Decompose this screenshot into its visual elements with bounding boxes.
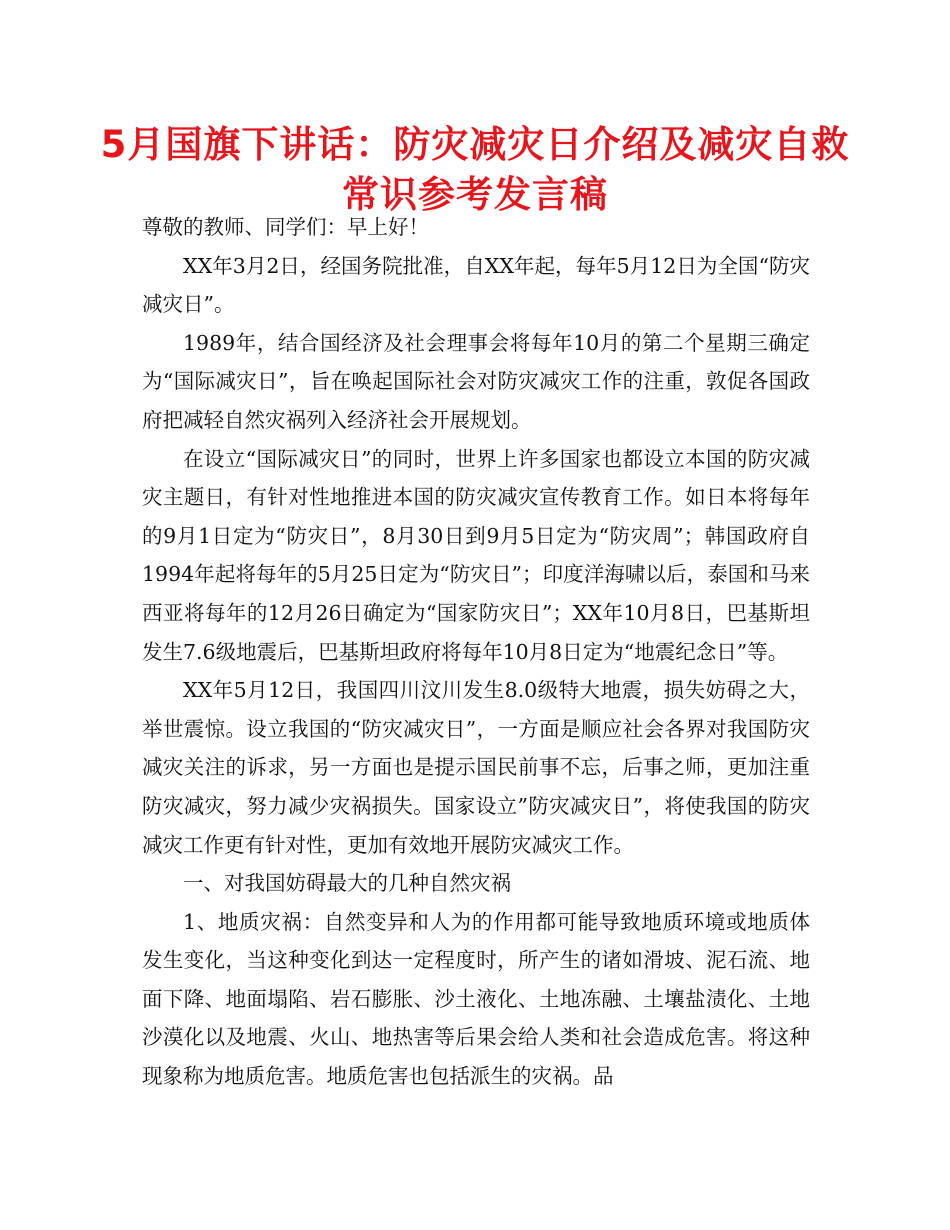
body-paragraph: 1989年，结合国经济及社会理事会将每年10月的第二个星期三确定为“国际减灾日”，旨在唤起国际社会对防灾减灾工作的注重，敦促各国政府把减轻自然灾祸列入经济社会开展规划。 [142,330,810,432]
body-paragraph: 1、地质灾祸：自然变异和人为的作用都可能导致地质环境或地质体发生变化，当这种变化到达一定程度时，所产生的诸如滑坡、泥石流、地面下降、地面塌陷、岩石膨胀、沙土液化、土地冻融、土壤盐渍化、土地沙漠化以及地震、火山、地热害等后果会给人类和社会造成危害。将这种现象称为地质危害。地质危害也包括派生的灾祸。品 [142,909,810,1089]
body-paragraph: XX年5月12日，我国四川汶川发生8.0级特大地震，损失妨碍之大，举世震惊。设立我国的“防灾减灾日”，一方面是顺应社会各界对我国防灾减灾关注的诉求，另一方面也是提示国民前事不忘，后事之师，更加注重防灾减灾，努力减少灾祸损失。国家设立”防灾减灾日”，将使我国的防灾减灾工作更有针对性，更加有效地开展防灾减灾工作。 [142,678,810,857]
document-body [142,208,810,1096]
body-paragraph: 在设立“国际减灾日”的同时，世界上许多国家也都设立本国的防灾减灾主题日，有针对性地推进本国的防灾减灾宣传教育工作。如日本将每年的9月1日定为“防灾日”，8月30日到9月5日定为“防灾周”；韩国政府自1994年起将每年的5月25日定为“防灾日”；印度洋海啸以后，泰国和马来西亚将每年的12月26日确定为“国家防灾日”；XX年10月8日，巴基斯坦发生7.6级地震后，巴基斯坦政府将每年10月8日定为“地震纪念日”等。 [142,446,810,664]
document-title: 5月国旗下讲话：防灾减灾日介绍及减灾自救常识参考发言稿 [100,123,850,216]
body-paragraph: XX年3月2日，经国务院批准，自XX年起，每年5月12日为全国“防灾减灾日”。 [142,253,810,317]
section-heading: 一、对我国妨碍最大的几种自然灾祸 [183,871,511,896]
salutation-paragraph: 尊敬的教师、同学们：早上好！ [142,215,429,239]
